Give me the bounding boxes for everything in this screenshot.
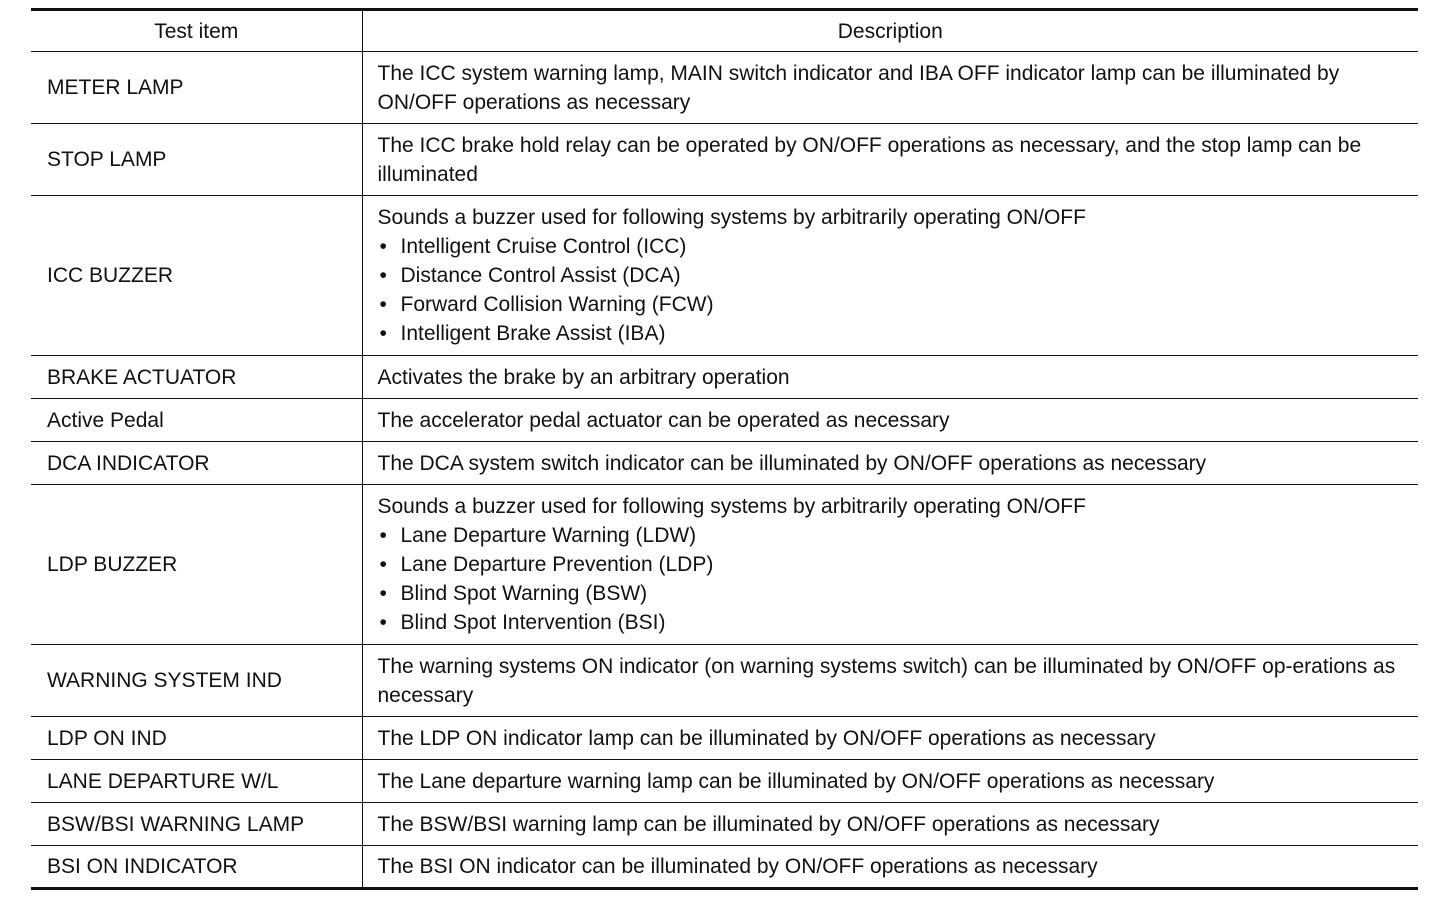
- description-cell: [362, 442, 1418, 485]
- table-row: [31, 485, 1418, 645]
- description-cell: [362, 760, 1418, 803]
- header-description: Description: [362, 10, 1418, 52]
- description-cell: [362, 803, 1418, 846]
- table-body: [31, 52, 1418, 889]
- description-cell: [362, 52, 1418, 124]
- bullet-item: • Intelligent Cruise Control (ICC): [378, 232, 1409, 261]
- table-row: [31, 846, 1418, 889]
- table-row: [31, 645, 1418, 717]
- description-text: The warning systems ON indicator (on warning systems switch) can be illuminated by ON/OFF op-erations as necessary: [377, 654, 1396, 707]
- bullet-item: • Forward Collision Warning (FCW): [378, 290, 1409, 319]
- table-row: [31, 52, 1418, 124]
- table-row: [31, 803, 1418, 846]
- system-bullet-list: [378, 232, 1409, 348]
- description-cell: [362, 196, 1418, 356]
- description-text: The ICC brake hold relay can be operated by ON/OFF operations as necessary, and the stop lamp can be illuminated: [377, 133, 1362, 186]
- test-item-table: [31, 8, 1418, 890]
- bullet-item: • Blind Spot Intervention (BSI): [378, 608, 1409, 637]
- table-row: [31, 124, 1418, 196]
- bullet-item: • Lane Departure Prevention (LDP): [378, 550, 1409, 579]
- test-item-cell: DCA INDICATOR: [31, 442, 362, 485]
- description-cell: [362, 846, 1418, 889]
- test-item-cell: LDP BUZZER: [31, 485, 362, 645]
- description-text: The LDP ON indicator lamp can be illuminated by ON/OFF operations as necessary: [377, 726, 1156, 750]
- test-item-cell: METER LAMP: [31, 52, 362, 124]
- test-item-cell: LDP ON IND: [31, 717, 362, 760]
- system-bullet-list: [378, 521, 1409, 637]
- table-row: [31, 196, 1418, 356]
- test-item-cell: WARNING SYSTEM IND: [31, 645, 362, 717]
- description-cell: [362, 124, 1418, 196]
- header-row: [31, 10, 1418, 52]
- description-text: The Lane departure warning lamp can be illuminated by ON/OFF operations as necessary: [377, 769, 1215, 793]
- description-text: Sounds a buzzer used for following systems by arbitrarily operating ON/OFF: [377, 206, 1086, 229]
- test-item-cell: BSW/BSI WARNING LAMP: [31, 803, 362, 846]
- description-cell: [362, 399, 1418, 442]
- bullet-item: • Blind Spot Warning (BSW): [378, 579, 1409, 608]
- bullet-item: • Intelligent Brake Assist (IBA): [378, 319, 1409, 348]
- test-item-cell: STOP LAMP: [31, 124, 362, 196]
- description-text: Sounds a buzzer used for following systems by arbitrarily operating ON/OFF: [377, 495, 1086, 518]
- test-item-cell: Active Pedal: [31, 399, 362, 442]
- description-cell: [362, 356, 1418, 399]
- test-item-cell: BSI ON INDICATOR: [31, 846, 362, 889]
- header-test-item: Test item: [31, 10, 362, 52]
- description-text: The ICC system warning lamp, MAIN switch indicator and IBA OFF indicator lamp can be illuminated by ON/OFF operations as necessary: [377, 61, 1340, 114]
- test-item-cell: BRAKE ACTUATOR: [31, 356, 362, 399]
- test-item-cell: ICC BUZZER: [31, 196, 362, 356]
- description-text: The BSW/BSI warning lamp can be illuminated by ON/OFF operations as necessary: [377, 812, 1160, 836]
- table-row: [31, 717, 1418, 760]
- table-row: [31, 399, 1418, 442]
- table-row: [31, 760, 1418, 803]
- description-text: Activates the brake by an arbitrary operation: [377, 365, 790, 389]
- description-text: The BSI ON indicator can be illuminated by ON/OFF operations as necessary: [377, 855, 1098, 878]
- bullet-item: • Distance Control Assist (DCA): [378, 261, 1409, 290]
- test-item-cell: LANE DEPARTURE W/L: [31, 760, 362, 803]
- table-row: [31, 356, 1418, 399]
- description-text: The DCA system switch indicator can be illuminated by ON/OFF operations as necessary: [377, 451, 1207, 475]
- description-cell: [362, 645, 1418, 717]
- description-cell: [362, 717, 1418, 760]
- description-text: The accelerator pedal actuator can be operated as necessary: [377, 408, 950, 432]
- table-header: [31, 10, 1418, 52]
- bullet-item: • Lane Departure Warning (LDW): [378, 521, 1409, 550]
- description-cell: [362, 485, 1418, 645]
- table-row: [31, 442, 1418, 485]
